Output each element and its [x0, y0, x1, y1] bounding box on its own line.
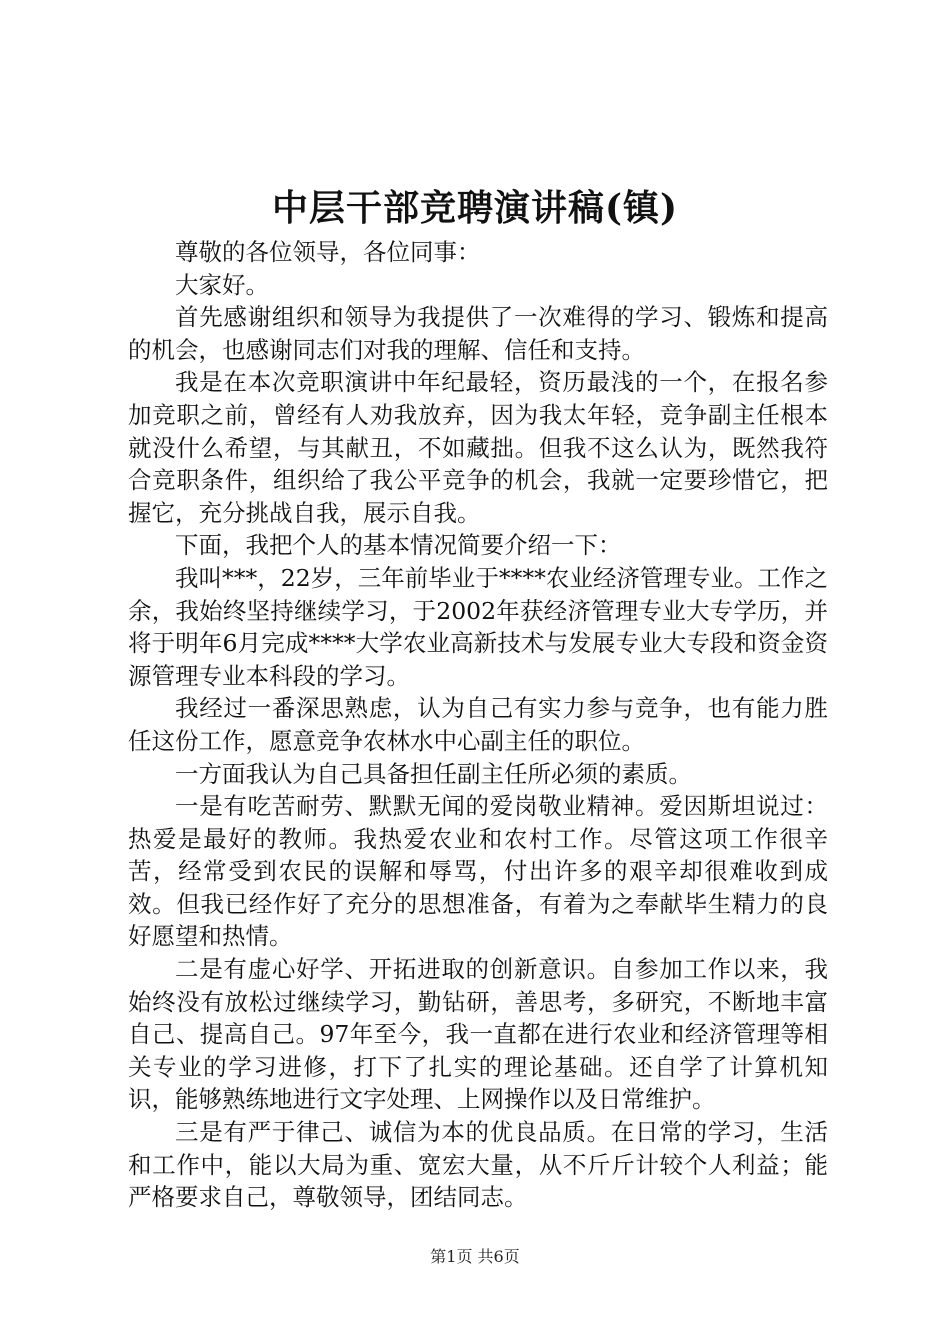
paragraph: 二是有虚心好学、开拓进取的创新意识。自参加工作以来，我始终没有放松过继续学习，勤钻研，善思考，多研究，不断地丰富自己、提高自己。97年至今，我一直都在进行农业和经济管理等相关专业的学习进修，打下了扎实的理论基础。还自学了计算机知识，能够熟练地进行文字处理、上网操作以及日常维护。 — [128, 955, 828, 1114]
paragraph: 首先感谢组织和领导为我提供了一次难得的学习、锻炼和提高的机会，也感谢同志们对我的理解、信任和支持。 — [128, 303, 828, 364]
paragraph: 我是在本次竞职演讲中年纪最轻，资历最浅的一个，在报名参加竞职之前，曾经有人劝我放弃，因为我太年轻，竞争副主任根本就没什么希望，与其献丑，不如藏拙。但我不这么认为，既然我符合竞职条件，组织给了我公平竞争的机会，我就一定要珍惜它，把握它，充分挑战自我，展示自我。 — [128, 368, 828, 527]
paragraph: 我经过一番深思熟虑，认为自己有实力参与竞争，也有能力胜任这份工作，愿意竞争农林水中心副主任的职位。 — [128, 694, 828, 755]
paragraph: 我叫***，22岁，三年前毕业于****农业经济管理专业。工作之余，我始终坚持继续学习，于2002年获经济管理专业大专学历，并将于明年6月完成****大学农业高新技术与发展专业大专段和资金资源管理专业本科段的学习。 — [128, 563, 828, 690]
paragraph-salutation: 尊敬的各位领导，各位同事： — [175, 238, 481, 266]
document-body — [128, 236, 828, 1214]
paragraph: 三是有严于律己、诚信为本的优良品质。在日常的学习，生活和工作中，能以大局为重、宽宏大量，从不斤斤计较个人利益；能严格要求自己，尊敬领导，团结同志。 — [128, 1118, 828, 1212]
page-number-footer: 第1页 共6页 — [430, 1247, 520, 1266]
document-title: 中层干部竞聘演讲稿(镇) — [271, 187, 679, 229]
paragraph-greeting: 大家好。 — [175, 270, 269, 299]
paragraph: 一方面我认为自己具备担任副主任所必须的素质。 — [175, 759, 692, 788]
paragraph: 下面，我把个人的基本情况简要介绍一下： — [175, 531, 622, 560]
paragraph: 一是有吃苦耐劳、默默无闻的爱岗敬业精神。爱因斯坦说过：热爱是最好的教师。我热爱农业和农村工作。尽管这项工作很辛苦，经常受到农民的误解和辱骂，付出许多的艰辛却很难收到成效。但我已经作好了充分的思想准备，有着为之奉献毕生精力的良好愿望和热情。 — [128, 792, 828, 951]
